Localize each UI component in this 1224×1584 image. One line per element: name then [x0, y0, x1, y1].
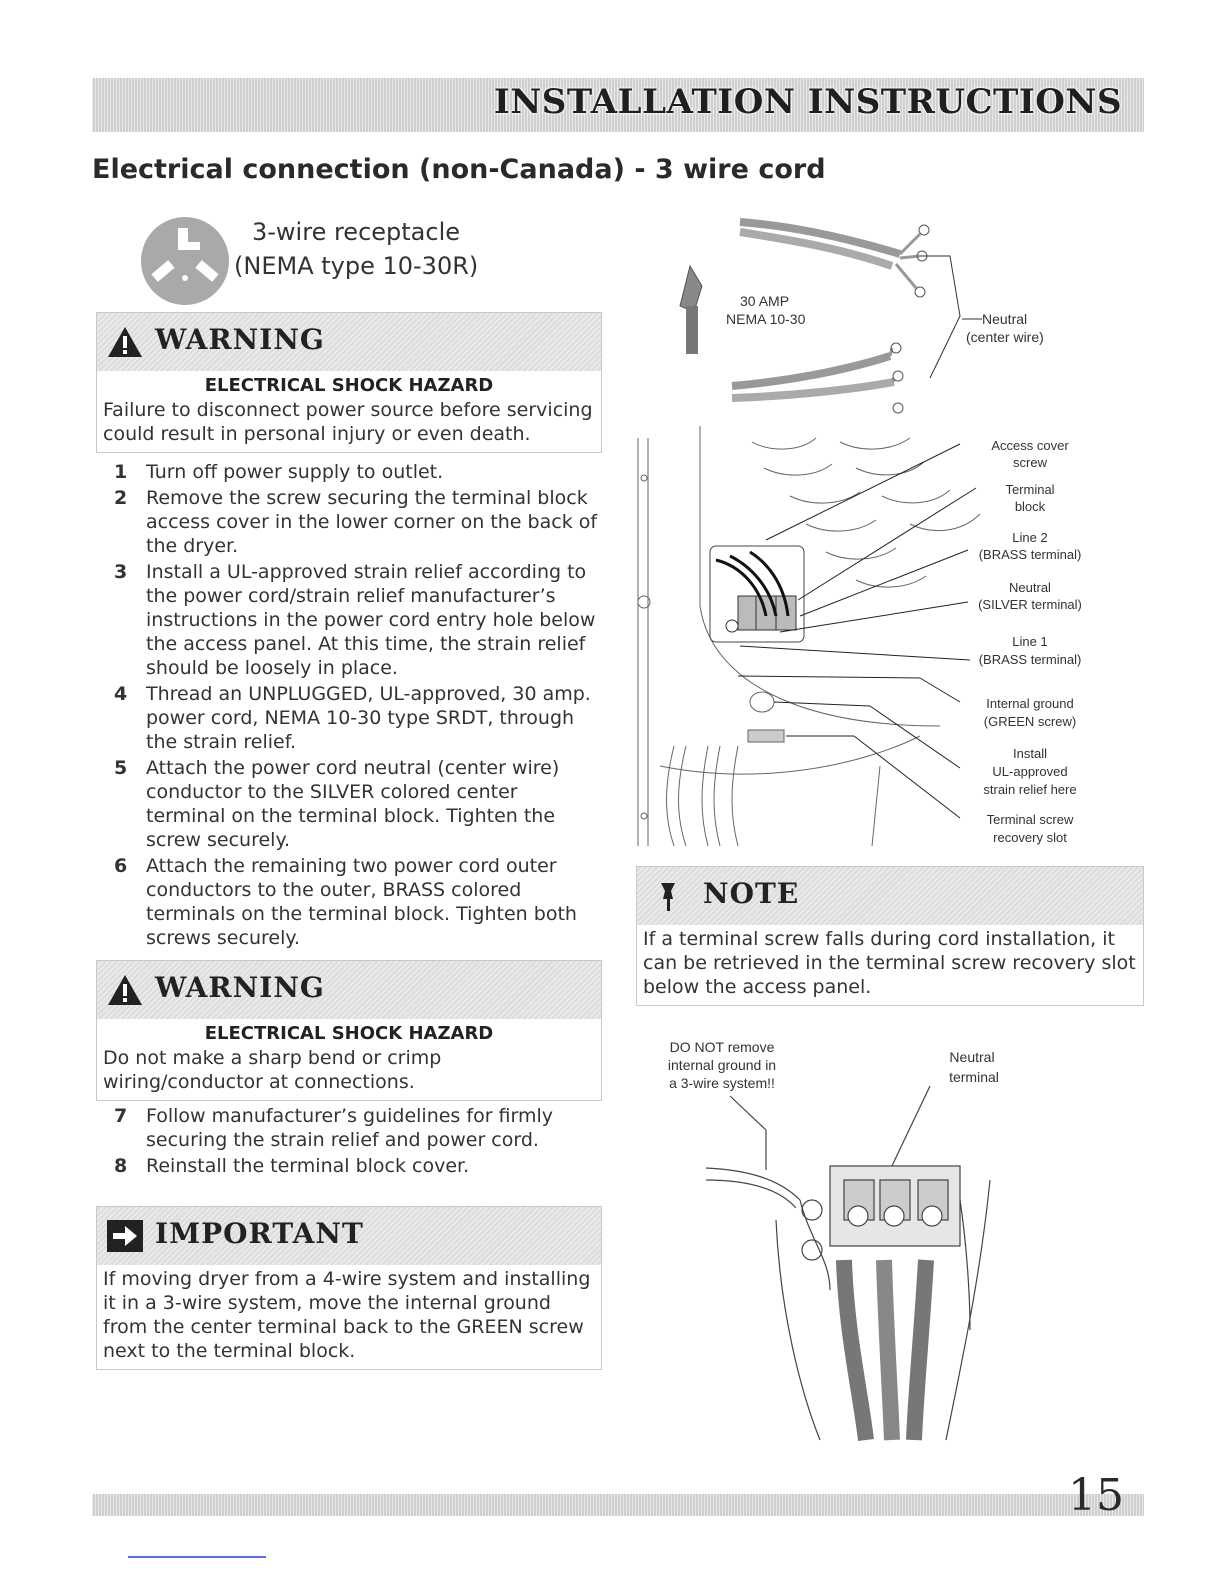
section-title: Electrical connection (non-Canada) - 3 wire cord	[92, 154, 826, 185]
step-item	[112, 854, 602, 950]
receptacle-info	[140, 212, 580, 312]
label-recovery-slot-2: recovery slot	[993, 830, 1067, 845]
neutral-wire-label: Neutral	[982, 311, 1028, 327]
wiring-diagram	[620, 206, 1090, 856]
step-text: Attach the power cord neutral (center wire) conductor to the SILVER colored center terminal on the terminal block. Tighten the screw securely.	[146, 757, 560, 851]
steps-list	[112, 1104, 602, 1180]
label-line1-2: (BRASS terminal)	[978, 652, 1082, 667]
dryer-back-illustration	[638, 426, 980, 846]
terminal-closeup-diagram	[630, 1030, 1070, 1450]
page-number: 15	[1068, 1470, 1124, 1521]
power-cord-illustration	[680, 222, 960, 413]
receptacle-outlet-icon	[140, 216, 230, 306]
closeup-warning-line3: a 3-wire system!!	[669, 1075, 775, 1091]
step-number: 8	[114, 1155, 128, 1177]
step-text: Follow manufacturer’s guidelines for firmly securing the strain relief and power cord.	[146, 1105, 554, 1151]
closeup-neutral-label: Neutral	[949, 1049, 995, 1065]
step-number: 2	[114, 487, 128, 509]
step-number: 6	[114, 855, 128, 877]
step-number: 3	[114, 561, 128, 583]
step-text: Thread an UNPLUGGED, UL-approved, 30 amp. power cord, NEMA 10-30 type SRDT, through the strain relief.	[146, 683, 591, 753]
label-strain-relief-3: strain relief here	[983, 782, 1077, 797]
warning-callout	[96, 960, 602, 1101]
closeup-warning-line1: DO NOT remove	[669, 1039, 775, 1055]
plug-label-nema: NEMA 10-30	[726, 311, 806, 327]
important-label: IMPORTANT	[155, 1217, 364, 1250]
plug-label-amp: 30 AMP	[740, 293, 790, 309]
header-bar	[92, 78, 1144, 132]
step-item	[112, 1104, 602, 1152]
step-item	[112, 460, 602, 484]
label-strain-relief-2: UL-approved	[992, 764, 1068, 779]
label-neutral-terminal-2: (SILVER terminal)	[978, 597, 1082, 612]
steps-list	[112, 460, 602, 952]
step-item	[112, 1154, 602, 1178]
page-underline-decoration	[128, 1556, 266, 1558]
label-internal-ground-2: (GREEN screw)	[983, 714, 1077, 729]
label-terminal-block-2: block	[1014, 499, 1046, 514]
step-text: Attach the remaining two power cord outer conductors to the outer, BRASS colored terminals on the terminal block. Tighten both screws securely.	[146, 855, 577, 949]
diagram-leader-lines	[738, 444, 976, 818]
warning-icon	[107, 973, 143, 1007]
step-text: Reinstall the terminal block cover.	[146, 1155, 470, 1177]
note-header	[637, 867, 1143, 925]
label-internal-ground: Internal ground	[986, 696, 1074, 711]
page-header-title: INSTALLATION INSTRUCTIONS	[493, 82, 1122, 122]
step-item	[112, 560, 602, 680]
label-access-cover-screw: Access cover	[991, 438, 1069, 453]
important-callout	[96, 1206, 602, 1370]
arrow-right-icon	[107, 1219, 143, 1253]
step-number: 7	[114, 1105, 128, 1127]
label-terminal-block: Terminal	[1005, 482, 1055, 497]
receptacle-label: 3-wire receptacle	[252, 218, 461, 246]
closeup-neutral-label-2: terminal	[949, 1069, 999, 1085]
label-recovery-slot: Terminal screw	[986, 812, 1074, 827]
warning-body: Do not make a sharp bend or crimp wiring/conductor at connections.	[103, 1047, 442, 1093]
note-callout	[636, 866, 1144, 1006]
step-number: 5	[114, 757, 128, 779]
note-body: If a terminal screw falls during cord installation, it can be retrieved in the terminal screw recovery slot below the access panel.	[643, 928, 1136, 998]
important-header	[97, 1207, 601, 1265]
warning-callout	[96, 312, 602, 453]
step-text: Turn off power supply to outlet.	[146, 461, 444, 483]
label-neutral-terminal: Neutral	[1009, 580, 1051, 595]
neutral-wire-sublabel: (center wire)	[966, 329, 1044, 345]
label-access-cover-screw-2: screw	[1013, 455, 1047, 470]
step-number: 1	[114, 461, 128, 483]
step-item	[112, 682, 602, 754]
important-body: If moving dryer from a 4-wire system and installing it in a 3-wire system, move the internal ground from the center terminal back to the GREEN screw next to the terminal block.	[103, 1268, 591, 1362]
pushpin-icon	[651, 879, 687, 913]
warning-icon	[107, 325, 143, 359]
closeup-illustration	[706, 1086, 990, 1440]
label-line2-2: (BRASS terminal)	[978, 547, 1082, 562]
note-label: NOTE	[703, 877, 800, 910]
warning-label: WARNING	[155, 323, 325, 356]
warning-label: WARNING	[155, 971, 325, 1004]
label-line2: Line 2	[1012, 530, 1048, 545]
warning-header	[97, 961, 601, 1019]
step-number: 4	[114, 683, 128, 705]
warning-header	[97, 313, 601, 371]
warning-body: Failure to disconnect power source before servicing could result in personal injury or even death.	[103, 399, 593, 445]
step-text: Install a UL-approved strain relief according to the power cord/strain relief manufacturer’s instructions in the power cord entry hole below the access panel. At this time, the strain relief should be loosely in place.	[146, 561, 596, 679]
label-line1: Line 1	[1012, 634, 1048, 649]
step-text: Remove the screw securing the terminal block access cover in the lower corner on the back of the dryer.	[146, 487, 598, 557]
warning-subtitle: ELECTRICAL SHOCK HAZARD	[204, 375, 494, 396]
step-item	[112, 756, 602, 852]
step-item	[112, 486, 602, 558]
label-strain-relief: Install	[1013, 746, 1047, 761]
closeup-warning-line2: internal ground in	[667, 1057, 777, 1073]
warning-subtitle: ELECTRICAL SHOCK HAZARD	[204, 1023, 494, 1044]
receptacle-type: (NEMA type 10-30R)	[234, 252, 479, 280]
footer-bar	[92, 1494, 1144, 1516]
